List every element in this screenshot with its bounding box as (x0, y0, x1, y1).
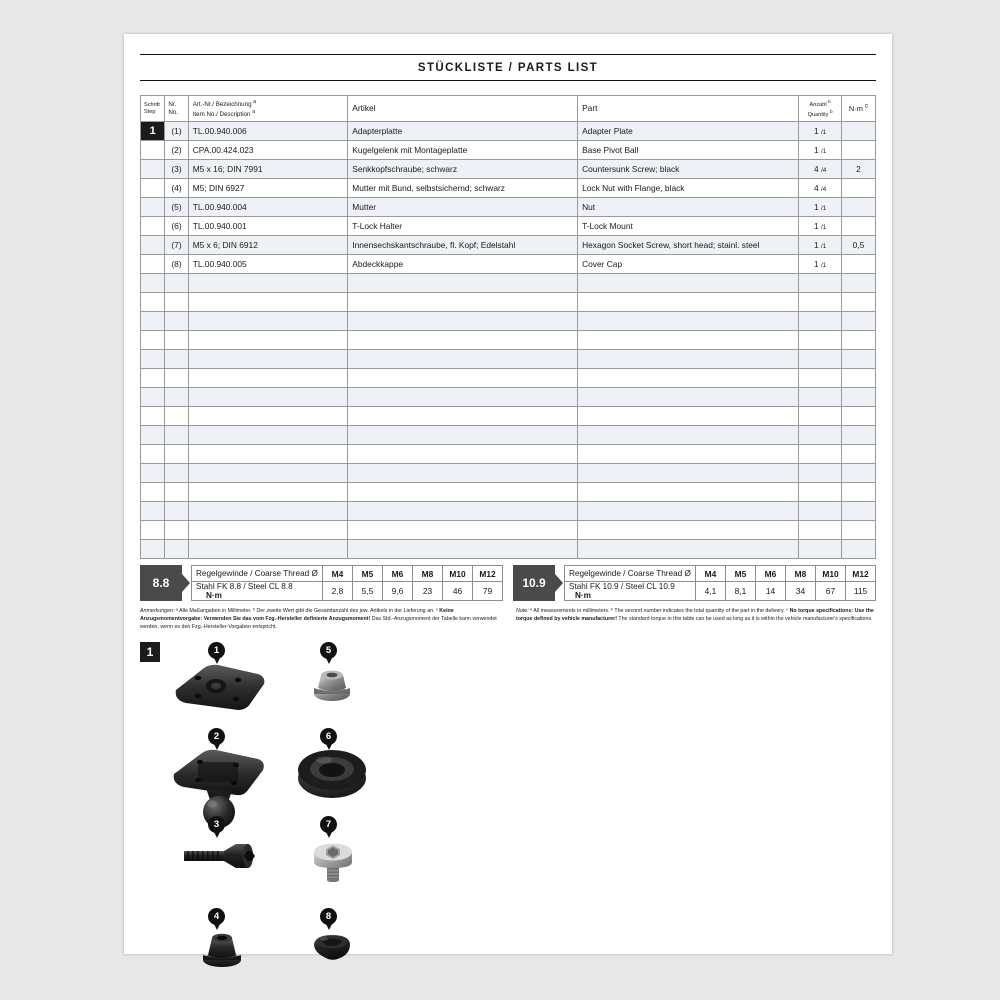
table-row-empty (141, 331, 876, 350)
parts-list-table (140, 95, 876, 559)
callout-2: 2 (208, 728, 225, 745)
callout-1: 1 (208, 642, 225, 659)
cell-empty (141, 445, 165, 464)
cell-empty (188, 445, 348, 464)
torque-size-88-0: M4 (323, 566, 353, 582)
cell-empty (188, 369, 348, 388)
cell-step (141, 141, 165, 160)
cell-empty (578, 312, 799, 331)
cell-empty (188, 331, 348, 350)
cell-empty (348, 426, 578, 445)
cell-empty (141, 407, 165, 426)
cell-torque: 0,5 (841, 236, 875, 255)
torque-row-values-88 (192, 582, 503, 601)
footnote-de-text: ᵃ Alle Maßangaben in Millimeter. ᵇ Der zweite Wert gibt die Gesamtanzahl des jew. Artikels in der Lieferung an. ᶜ (174, 608, 440, 614)
cell-empty (578, 445, 799, 464)
torque-value-109-1: 8,1 (726, 582, 756, 601)
footnote-en-text: ᵃ All measurements in millimeters. ᵇ The second number indicates the total quantity of the part in the delivery. ᶜ (528, 608, 790, 614)
torque-size-109-0: M4 (696, 566, 726, 582)
callout-3: 3 (208, 816, 225, 833)
table-row (141, 255, 876, 274)
table-row-empty (141, 407, 876, 426)
cell-item-no: TL.00.940.006 (188, 122, 348, 141)
cell-part: Nut (578, 198, 799, 217)
cell-quantity: 1 /1 (799, 141, 842, 160)
table-row-empty (141, 483, 876, 502)
torque-nm-label-109: N·m (575, 591, 591, 600)
cell-empty (841, 483, 875, 502)
cell-step (141, 198, 165, 217)
cell-empty (348, 388, 578, 407)
table-row (141, 122, 876, 141)
table-row-empty (141, 369, 876, 388)
cell-empty (348, 293, 578, 312)
cell-empty (188, 464, 348, 483)
cell-empty (841, 464, 875, 483)
cell-empty (841, 502, 875, 521)
cell-empty (348, 445, 578, 464)
cell-empty (578, 331, 799, 350)
col-qty: Anzahl $^b$ Quantity $^b$ (799, 96, 842, 122)
cell-no: (2) (165, 141, 188, 160)
table-row (141, 236, 876, 255)
cell-empty (188, 483, 348, 502)
cell-empty (348, 312, 578, 331)
cell-artikel: T-Lock Halter (348, 217, 578, 236)
table-row-empty (141, 445, 876, 464)
cell-empty (841, 350, 875, 369)
table-row-empty (141, 388, 876, 407)
cell-empty (348, 483, 578, 502)
cell-empty (841, 445, 875, 464)
cell-empty (799, 502, 842, 521)
cell-empty (348, 331, 578, 350)
cell-empty (841, 274, 875, 293)
cell-empty (165, 312, 188, 331)
cell-no: (6) (165, 217, 188, 236)
part-image-nut (308, 664, 356, 706)
torque-steel-text-109: Stahl FK 10.9 / Steel CL 10.9 (569, 582, 675, 591)
cell-artikel: Mutter mit Bund, selbstsichernd; schwarz (348, 179, 578, 198)
cell-step (141, 255, 165, 274)
cell-empty (841, 388, 875, 407)
cell-empty (141, 293, 165, 312)
part-image-countersunk-screw (180, 840, 258, 874)
torque-size-88-3: M8 (413, 566, 443, 582)
cell-step: 1 (141, 122, 165, 141)
torque-steel-label-88 (192, 582, 323, 601)
cell-quantity: 1 /1 (799, 255, 842, 274)
table-row (141, 198, 876, 217)
cell-no: (8) (165, 255, 188, 274)
part-image-adapter-plate (162, 660, 272, 715)
cell-part: Hexagon Socket Screw, short head; stainl. steel (578, 236, 799, 255)
cell-empty (348, 369, 578, 388)
table-row (141, 141, 876, 160)
col-artikel-label: Artikel (352, 102, 376, 113)
cell-empty (578, 274, 799, 293)
cell-empty (799, 331, 842, 350)
cell-empty (141, 388, 165, 407)
cell-torque (841, 122, 875, 141)
cell-quantity: 4 /4 (799, 160, 842, 179)
torque-value-109-5: 115 (846, 582, 876, 601)
cell-empty (799, 274, 842, 293)
cell-torque (841, 217, 875, 236)
col-no: Nr. No. (165, 96, 188, 122)
part-image-cover-cap (310, 932, 354, 966)
cell-empty (165, 274, 188, 293)
torque-thread-label-88: Regelgewinde / Coarse Thread Ø (192, 566, 323, 582)
cell-empty (578, 350, 799, 369)
cell-empty (578, 540, 799, 559)
footnote-en-bold: No torque specifications: Use the torque defined by vehicle manufacturer! (516, 608, 874, 622)
cell-part: Base Pivot Ball (578, 141, 799, 160)
cell-empty (799, 312, 842, 331)
table-row-empty (141, 502, 876, 521)
cell-torque (841, 141, 875, 160)
cell-step (141, 217, 165, 236)
cell-empty (799, 483, 842, 502)
cell-empty (348, 540, 578, 559)
cell-no: (1) (165, 122, 188, 141)
cell-empty (165, 502, 188, 521)
torque-grade-tag-88: 8.8 (140, 565, 182, 601)
cell-empty (841, 540, 875, 559)
table-row-empty (141, 426, 876, 445)
cell-quantity: 1 /1 (799, 122, 842, 141)
cell-empty (141, 274, 165, 293)
cell-empty (141, 464, 165, 483)
cell-empty (141, 540, 165, 559)
cell-empty (799, 369, 842, 388)
cell-item-no: M5; DIN 6927 (188, 179, 348, 198)
cell-quantity: 4 /4 (799, 179, 842, 198)
torque-value-109-4: 67 (816, 582, 846, 601)
cell-empty (799, 445, 842, 464)
torque-size-109-2: M6 (756, 566, 786, 582)
cell-empty (841, 369, 875, 388)
cell-empty (165, 483, 188, 502)
torque-size-109-4: M10 (816, 566, 846, 582)
cell-empty (348, 464, 578, 483)
cell-empty (188, 293, 348, 312)
cell-torque (841, 255, 875, 274)
col-part (578, 96, 799, 122)
cell-empty (141, 350, 165, 369)
cell-empty (841, 521, 875, 540)
torque-value-109-2: 14 (756, 582, 786, 601)
cell-quantity: 1 /1 (799, 198, 842, 217)
cell-artikel: Innensechskantschraube, fl. Kopf; Edelstahl (348, 236, 578, 255)
cell-empty (165, 445, 188, 464)
torque-value-109-0: 4,1 (696, 582, 726, 601)
cell-empty (578, 407, 799, 426)
cell-empty (841, 407, 875, 426)
cell-empty (188, 388, 348, 407)
callout-7: 7 (320, 816, 337, 833)
cell-part: Countersunk Screw; black (578, 160, 799, 179)
callout-4: 4 (208, 908, 225, 925)
torque-size-109-1: M5 (726, 566, 756, 582)
cell-empty (348, 407, 578, 426)
footnote-en-prefix: Note: (516, 608, 529, 614)
col-part-label: Part (582, 102, 598, 113)
cell-quantity: 1 /1 (799, 217, 842, 236)
cell-artikel: Senkkopfschraube; schwarz (348, 160, 578, 179)
cell-empty (188, 350, 348, 369)
cell-part: Cover Cap (578, 255, 799, 274)
table-row (141, 217, 876, 236)
cell-empty (799, 426, 842, 445)
cell-empty (141, 483, 165, 502)
footnote-de (140, 608, 500, 632)
cell-empty (188, 502, 348, 521)
torque-block-88 (140, 565, 503, 601)
cell-artikel: Mutter (348, 198, 578, 217)
torque-value-88-2: 9,6 (383, 582, 413, 601)
torque-value-88-1: 5,5 (353, 582, 383, 601)
cell-empty (165, 350, 188, 369)
table-row (141, 160, 876, 179)
torque-value-88-0: 2,8 (323, 582, 353, 601)
document-page (124, 34, 892, 954)
cell-empty (188, 540, 348, 559)
cell-empty (578, 293, 799, 312)
cell-part: Adapter Plate (578, 122, 799, 141)
torque-row-sizes-88 (192, 566, 503, 582)
cell-empty (188, 312, 348, 331)
cell-empty (578, 388, 799, 407)
table-row-empty (141, 274, 876, 293)
cell-empty (578, 464, 799, 483)
cell-step (141, 179, 165, 198)
cell-torque: 2 (841, 160, 875, 179)
cell-empty (799, 350, 842, 369)
cell-empty (188, 274, 348, 293)
cell-empty (165, 464, 188, 483)
cell-artikel: Adapterplatte (348, 122, 578, 141)
cell-empty (799, 407, 842, 426)
cell-empty (578, 369, 799, 388)
torque-block-109 (513, 565, 876, 601)
cell-artikel: Abdeckkappe (348, 255, 578, 274)
table-header-row (141, 96, 876, 122)
cell-empty (799, 293, 842, 312)
cell-empty (165, 293, 188, 312)
cell-step (141, 236, 165, 255)
cell-empty (578, 502, 799, 521)
torque-size-109-5: M12 (846, 566, 876, 582)
col-artikel (348, 96, 578, 122)
figure-step-badge: 1 (140, 642, 160, 662)
cell-empty (799, 464, 842, 483)
cell-quantity: 1 /1 (799, 236, 842, 255)
footnotes (140, 608, 876, 632)
cell-empty (188, 521, 348, 540)
footnote-de-bold: Keine Anzugsmomentvorgabe: Verwenden Sie das vom Fzg.-Hersteller definierte Anzugsmoment! (140, 608, 454, 622)
cell-item-no: M5 x 6; DIN 6912 (188, 236, 348, 255)
cell-empty (841, 293, 875, 312)
cell-item-no: TL.00.940.001 (188, 217, 348, 236)
cell-part: T-Lock Mount (578, 217, 799, 236)
cell-step (141, 160, 165, 179)
cell-empty (141, 312, 165, 331)
cell-item-no: M5 x 16; DIN 7991 (188, 160, 348, 179)
callout-5: 5 (320, 642, 337, 659)
cell-empty (188, 407, 348, 426)
torque-row-sizes-109 (565, 566, 876, 582)
torque-value-88-3: 23 (413, 582, 443, 601)
table-row (141, 179, 876, 198)
part-image-t-lock-mount (292, 742, 372, 804)
cell-empty (578, 521, 799, 540)
part-image-hex-socket-screw (308, 838, 360, 882)
callout-6: 6 (320, 728, 337, 745)
cell-torque (841, 198, 875, 217)
table-row-empty (141, 312, 876, 331)
cell-empty (141, 502, 165, 521)
torque-size-88-1: M5 (353, 566, 383, 582)
torque-steel-label-109 (565, 582, 696, 601)
exploded-view-figure (140, 642, 876, 982)
cell-no: (7) (165, 236, 188, 255)
torque-thread-label-109: Regelgewinde / Coarse Thread Ø (565, 566, 696, 582)
cell-empty (141, 369, 165, 388)
part-image-lock-nut-flange (198, 928, 246, 970)
table-row-empty (141, 464, 876, 483)
torque-value-109-3: 34 (786, 582, 816, 601)
cell-empty (141, 426, 165, 445)
cell-empty (348, 274, 578, 293)
cell-empty (841, 312, 875, 331)
footnote-en (516, 608, 876, 632)
cell-empty (348, 350, 578, 369)
torque-value-88-4: 46 (443, 582, 473, 601)
cell-empty (165, 407, 188, 426)
torque-row-values-109 (565, 582, 876, 601)
cell-artikel: Kugelgelenk mit Montageplatte (348, 141, 578, 160)
cell-empty (348, 521, 578, 540)
table-row-empty (141, 350, 876, 369)
col-step: Schritt Step (141, 96, 165, 122)
footnote-en-tail: The standard torque in this table can be used as long as it is within the vehicle manufacturer's specifications. (616, 615, 873, 622)
footnote-de-tail: Das Std.-Anzugsmoment der Tabelle kann verwendet werden, wenn es den Fzg.-Hersteller-Vorgaben entspricht. (140, 615, 497, 630)
torque-tables (140, 565, 876, 601)
cell-empty (348, 502, 578, 521)
torque-size-109-3: M8 (786, 566, 816, 582)
cell-empty (165, 540, 188, 559)
callout-8: 8 (320, 908, 337, 925)
cell-empty (165, 331, 188, 350)
cell-empty (188, 426, 348, 445)
cell-empty (841, 331, 875, 350)
col-item-no: Art.-Nr./ Bezeichnung $^a$ Item No./ Description $^a$ (188, 96, 348, 122)
cell-empty (578, 483, 799, 502)
footnote-de-prefix: Anmerkungen: (140, 608, 175, 614)
cell-empty (141, 521, 165, 540)
torque-size-88-2: M6 (383, 566, 413, 582)
torque-size-88-4: M10 (443, 566, 473, 582)
cell-no: (4) (165, 179, 188, 198)
table-row-empty (141, 540, 876, 559)
cell-empty (799, 388, 842, 407)
torque-steel-text-88: Stahl FK 8.8 / Steel CL 8.8 (196, 582, 293, 591)
torque-grade-tag-109: 10.9 (513, 565, 555, 601)
cell-empty (578, 426, 799, 445)
cell-empty (141, 331, 165, 350)
cell-part: Lock Nut with Flange, black (578, 179, 799, 198)
cell-empty (799, 521, 842, 540)
cell-item-no: TL.00.940.005 (188, 255, 348, 274)
cell-item-no: TL.00.940.004 (188, 198, 348, 217)
page-title: STÜCKLISTE / PARTS LIST (140, 54, 876, 81)
cell-empty (165, 521, 188, 540)
cell-item-no: CPA.00.424.023 (188, 141, 348, 160)
cell-empty (841, 426, 875, 445)
torque-nm-label-88: N·m (206, 591, 222, 600)
cell-empty (799, 540, 842, 559)
cell-empty (165, 369, 188, 388)
torque-value-88-5: 79 (473, 582, 503, 601)
table-row-empty (141, 293, 876, 312)
cell-no: (5) (165, 198, 188, 217)
cell-torque (841, 179, 875, 198)
cell-empty (165, 426, 188, 445)
table-row-empty (141, 521, 876, 540)
cell-no: (3) (165, 160, 188, 179)
torque-size-88-5: M12 (473, 566, 503, 582)
cell-empty (165, 388, 188, 407)
col-nm: N·m $^c$ (841, 96, 875, 122)
parts-table-body (141, 122, 876, 559)
